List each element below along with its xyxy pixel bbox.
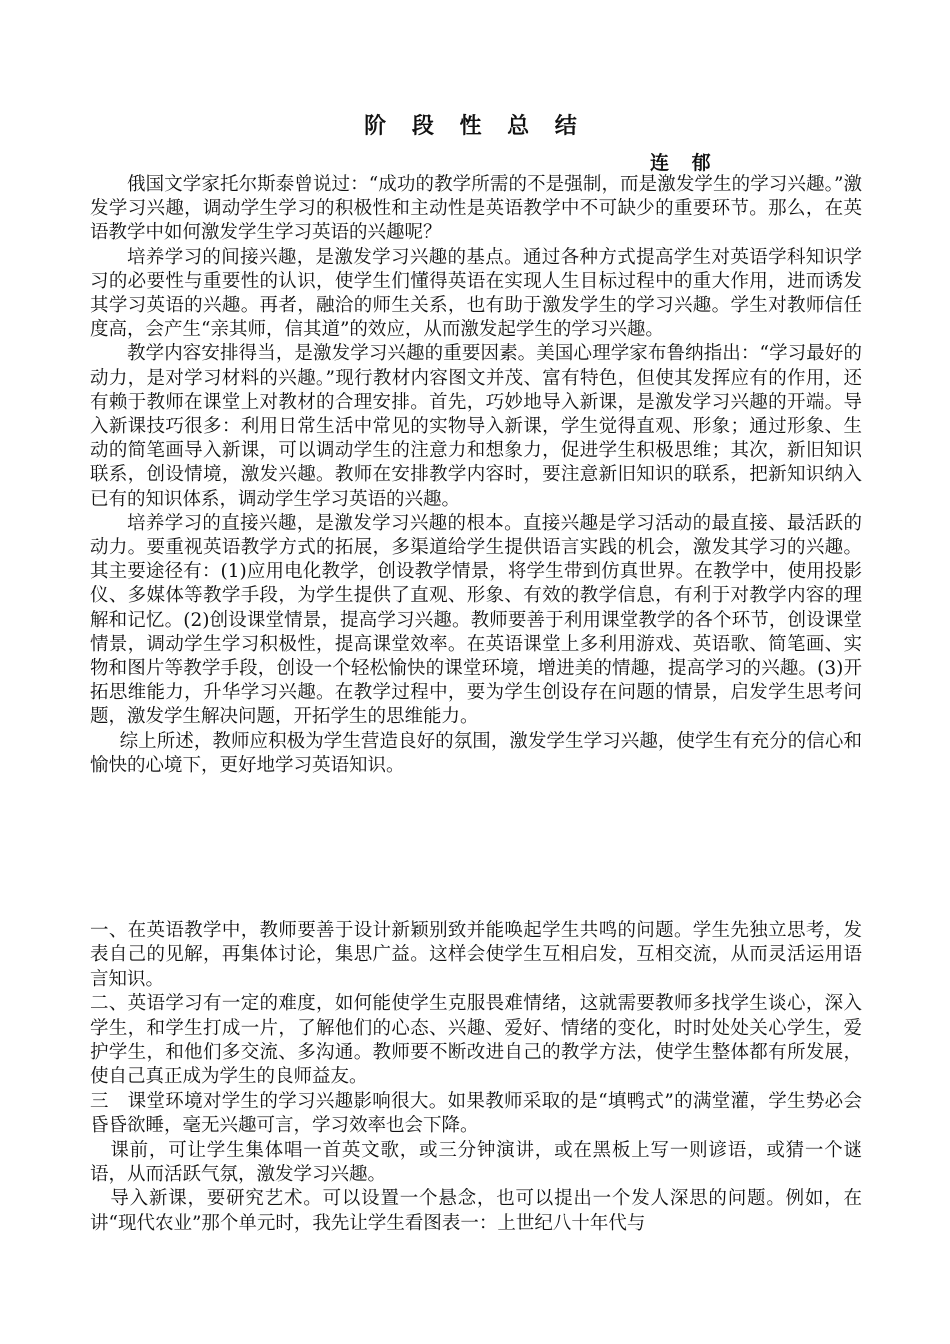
paragraph-direct-interest: 培养学习的直接兴趣，是激发学习兴趣的根本。直接兴趣是学习活动的最直接、最活跃的动力。要重视英语教学方式的拓展，多渠道给学生提供语言实践的机会，激发其学习的兴趣。其主要途径有：(1)应用电化教学，创设教学情景，将学生带到仿真世界。在教学中，使用投影仪、多媒体等教学手段，为学生提供了直观、形象、有效的教学信息，有利于对教学内容的理解和记忆。(2)创设课堂情景，提高学习兴趣。教师要善于利用课堂教学的各个环节，创设课堂情景，调动学生学习积极性，提高课堂效率。在英语课堂上多利用游戏、英语歌、简笔画、实物和图片等教学手段，创设一个轻松愉快的课堂环境，增进美的情趣，提高学习的兴趣。(3)开拓思维能力，升华学习兴趣。在教学过程中，要为学生创设存在问题的情景，启发学生思考问题，激发学生解决问题，开拓学生的思维能力。 bbox=[90, 512, 862, 728]
document-title: 阶 段 性 总 结 bbox=[364, 114, 586, 139]
paragraph-indirect-interest: 培养学习的间接兴趣，是激发学习兴趣的基点。通过各种方式提高学生对英语学科知识学习的必要性与重要性的认识，使学生们懂得英语在实现人生目标过程中的重大作用，进而诱发其学习英语的兴趣。再者，融洽的师生关系，也有助于激发学生的学习兴趣。学生对教师信任度高，会产生“亲其师，信其道”的效应，从而激发起学生的学习兴趣。 bbox=[90, 246, 862, 341]
paragraph-content-arrangement: 教学内容安排得当，是激发学习兴趣的重要因素。美国心理学家布鲁纳指出：“学习最好的动力，是对学习材料的兴趣。”现行教材内容图文并茂、富有特色，但使其发挥应有的作用，还有赖于教师在课堂上对教材的合理安排。首先，巧妙地导入新课，是激发学习兴趣的开端。导入新课技巧很多：利用日常生活中常见的实物导入新课，学生觉得直观、形象；通过形象、生动的简笔画导入新课，可以调动学生的注意力和想象力，促进学生积极思维；其次，新旧知识联系，创设情境，激发兴趣。教师在安排教学内容时，要注意新旧知识的联系，把新知识纳入已有的知识体系，调动学生学习英语的兴趣。 bbox=[90, 343, 862, 510]
paragraph-intro: 俄国文学家托尔斯泰曾说过：“成功的教学所需的不是强制，而是激发学生的学习兴趣。”激发学习兴趣，调动学生学习的积极性和主动性是英语教学中不可缺少的重要环节。那么，在英语教学中如何激发学生学习英语的兴趣呢？ bbox=[90, 174, 862, 244]
document-author: 连 郁 bbox=[650, 152, 719, 174]
list-item-3: 三 课堂环境对学生的学习兴趣影响很大。如果教师采取的是“填鸭式”的满堂灌，学生势必会昏昏欲睡，毫无兴趣可言，学习效率也会下降。 bbox=[90, 1090, 862, 1137]
paragraph-conclusion: 综上所述，教师应积极为学生营造良好的氛围，激发学生学习兴趣，使学生有充分的信心和愉快的心境下，更好地学习英语知识。 bbox=[90, 730, 862, 776]
list-item-1: 一、在英语教学中，教师要善于设计新颖别致并能唤起学生共鸣的问题。学生先独立思考，发表自己的见解，再集体讨论，集思广益。这样会使学生互相启发，互相交流，从而灵活运用语言知识。 bbox=[90, 920, 862, 990]
list-paragraph-before-class: 课前，可让学生集体唱一首英文歌，或三分钟演讲，或在黑板上写一则谚语，或猜一个谜语，从而活跃气氛，激发学习兴趣。 bbox=[90, 1139, 862, 1186]
list-item-2: 二、英语学习有一定的难度，如何能使学生克服畏难情绪，这就需要教师多找学生谈心，深入学生，和学生打成一片，了解他们的心态、兴趣、爱好、情绪的变化，时时处处关心学生，爱护学生，和他们多交流、多沟通。教师要不断改进自己的教学方法，使学生整体都有所发展，使自己真正成为学生的良师益友。 bbox=[90, 993, 862, 1088]
list-paragraph-introduce-lesson: 导入新课，要研究艺术。可以设置一个悬念，也可以提出一个发人深思的问题。例如，在讲“现代农业”那个单元时，我先让学生看图表一：上世纪八十年代与 bbox=[90, 1188, 862, 1234]
document-body bbox=[90, 173, 862, 778]
document-list-section bbox=[90, 919, 862, 1236]
